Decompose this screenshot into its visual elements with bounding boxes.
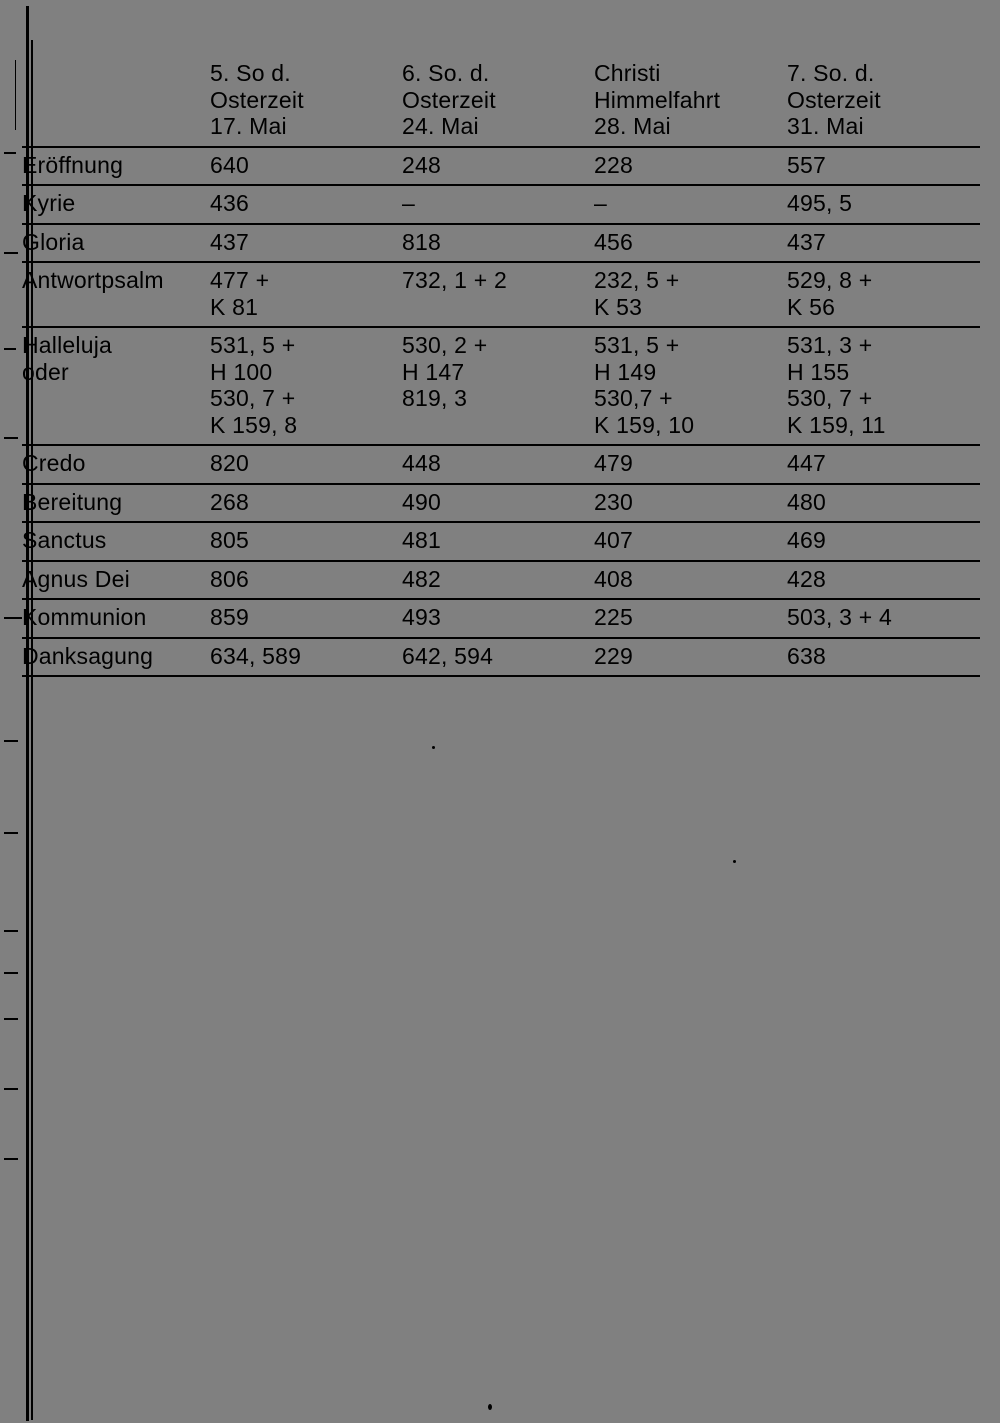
table-cell: 225 xyxy=(594,604,633,630)
table-cell: 482 xyxy=(402,565,441,592)
table-cell: 495, 5 xyxy=(787,190,853,216)
table-cell: 228 xyxy=(594,151,633,178)
margin-tick xyxy=(4,972,18,974)
header-cell-6-sonntag: 6. So. d. Osterzeit 24. Mai xyxy=(402,60,496,139)
table-cell: 477 + K 81 xyxy=(210,267,270,320)
table-cell: 859 xyxy=(210,604,249,630)
table-row xyxy=(22,184,980,223)
margin-tick xyxy=(4,832,18,834)
margin-tick xyxy=(4,1088,18,1090)
table-cell: 531, 5 + H 149 530,7 + K 159, 10 xyxy=(594,332,695,438)
row-label: Agnus Dei xyxy=(22,565,130,592)
table-row xyxy=(22,560,980,599)
table-row xyxy=(22,146,980,185)
table-row xyxy=(22,637,980,678)
table-cell: 531, 3 + H 155 530, 7 + K 159, 11 xyxy=(787,332,886,438)
table-cell: 732, 1 + 2 xyxy=(402,267,507,293)
table-cell: 640 xyxy=(210,151,249,178)
row-label: Kyrie xyxy=(22,190,76,216)
table-cell: 479 xyxy=(594,450,633,476)
hymn-number-table xyxy=(22,58,980,677)
row-label: Kommunion xyxy=(22,604,147,630)
row-label: Credo xyxy=(22,450,86,476)
table-cell: 481 xyxy=(402,527,441,553)
table-row xyxy=(22,223,980,262)
table-cell: 805 xyxy=(210,527,249,553)
table-cell: – xyxy=(594,190,607,216)
scan-speck xyxy=(733,860,736,863)
table-cell: 448 xyxy=(402,450,441,476)
margin-tick xyxy=(4,152,16,154)
margin-tick xyxy=(4,617,22,619)
scan-speck xyxy=(488,1404,492,1410)
margin-tick xyxy=(4,1018,18,1020)
left-margin-mark xyxy=(15,60,16,130)
margin-tick xyxy=(4,740,18,742)
row-label: Bereitung xyxy=(22,488,123,515)
table-cell: 480 xyxy=(787,488,826,515)
table-cell: 490 xyxy=(402,488,441,515)
row-label: Sanctus xyxy=(22,527,107,553)
row-label: Halleluja oder xyxy=(22,332,113,385)
table-cell: 428 xyxy=(787,565,826,592)
table-cell: 638 xyxy=(787,642,826,669)
table-cell: 268 xyxy=(210,488,249,515)
table-row xyxy=(22,261,980,326)
margin-tick xyxy=(4,930,18,932)
table-cell: 437 xyxy=(210,228,249,255)
margin-tick xyxy=(4,437,18,439)
table-cell: 531, 5 + H 100 530, 7 + K 159, 8 xyxy=(210,332,298,438)
margin-tick xyxy=(4,348,16,350)
table-cell: 493 xyxy=(402,604,441,630)
table-cell: 456 xyxy=(594,228,633,255)
table-row xyxy=(22,521,980,560)
table-cell: 436 xyxy=(210,190,249,216)
row-label: Antwortpsalm xyxy=(22,267,164,293)
row-label: Gloria xyxy=(22,228,85,255)
table-header-row xyxy=(22,58,980,146)
margin-tick xyxy=(4,252,18,254)
table-cell: 447 xyxy=(787,450,826,476)
table-cell: – xyxy=(402,190,415,216)
row-label: Danksagung xyxy=(22,642,154,669)
table-cell: 634, 589 xyxy=(210,642,302,669)
table-cell: 529, 8 + K 56 xyxy=(787,267,873,320)
table-cell: 557 xyxy=(787,151,826,178)
table-cell: 437 xyxy=(787,228,826,255)
table-cell: 232, 5 + K 53 xyxy=(594,267,680,320)
table-cell: 469 xyxy=(787,527,826,553)
header-cell-christi-himmelfahrt: Christi Himmelfahrt 28. Mai xyxy=(594,60,721,139)
table-cell: 503, 3 + 4 xyxy=(787,604,892,630)
table-cell: 407 xyxy=(594,527,633,553)
table-row xyxy=(22,444,980,483)
table-cell: 820 xyxy=(210,450,249,476)
table-row xyxy=(22,326,980,444)
header-cell-5-sonntag: 5. So d. Osterzeit 17. Mai xyxy=(210,60,304,139)
table-cell: 229 xyxy=(594,642,633,669)
table-row xyxy=(22,598,980,637)
table-cell: 642, 594 xyxy=(402,642,494,669)
table-cell: 530, 2 + H 147 819, 3 xyxy=(402,332,488,411)
table-cell: 248 xyxy=(402,151,441,178)
table-cell: 806 xyxy=(210,565,249,592)
table-cell: 230 xyxy=(594,488,633,515)
header-cell-7-sonntag: 7. So. d. Osterzeit 31. Mai xyxy=(787,60,881,139)
header-cell-blank xyxy=(22,58,210,146)
table-cell: 408 xyxy=(594,565,633,592)
table-cell: 818 xyxy=(402,228,441,255)
table-row xyxy=(22,483,980,522)
margin-tick xyxy=(4,1158,18,1160)
row-label: Eröffnung xyxy=(22,151,124,178)
scan-speck xyxy=(432,746,435,749)
